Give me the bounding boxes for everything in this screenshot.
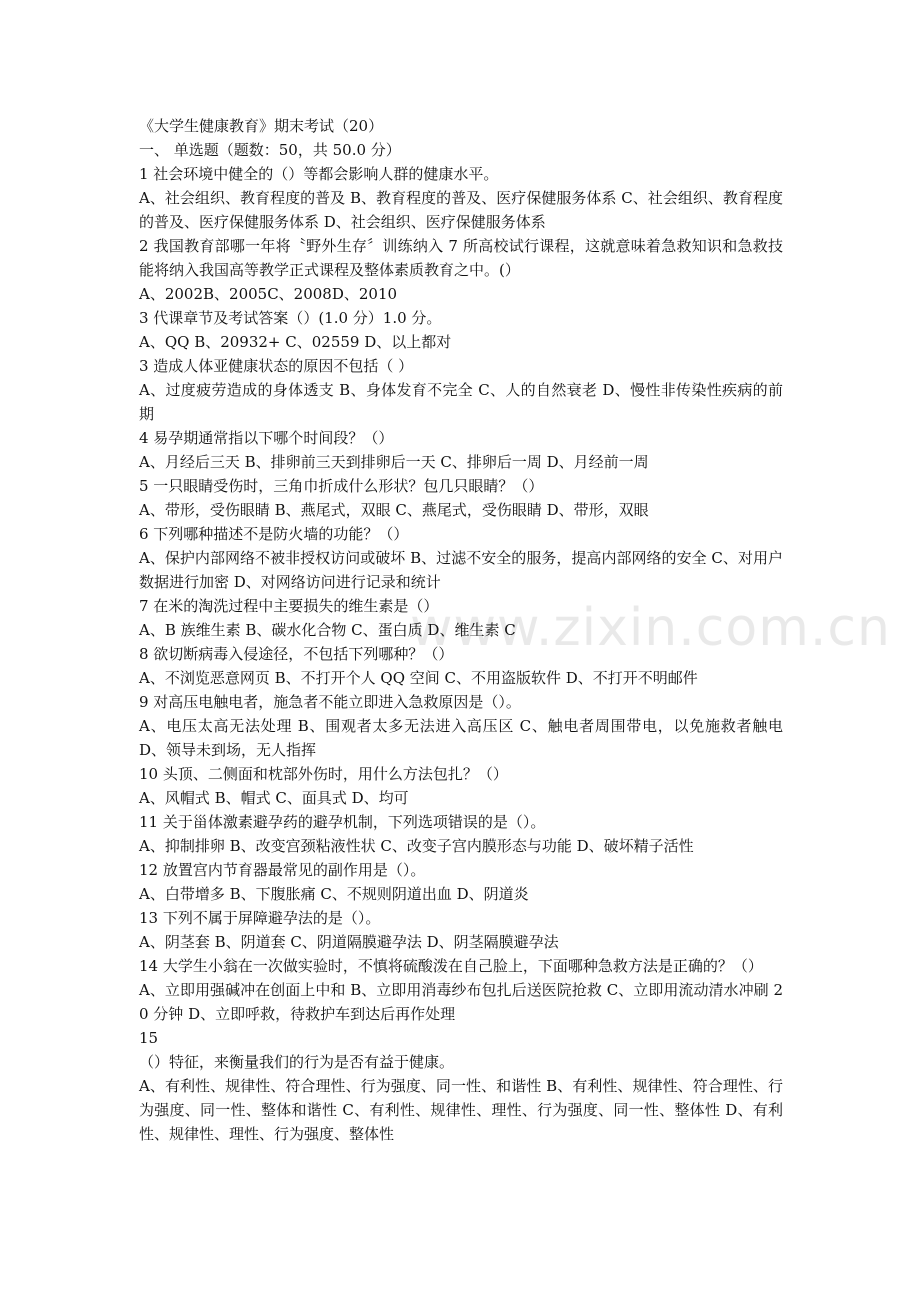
question-text: 1 社会环境中健全的（）等都会影响人群的健康水平。 [139, 165, 499, 183]
question-options: A、电压太高无法处理 B、围观者太多无法进入高压区 C、触电者周围带电，以免施救者触电 D、领导未到场，无人指挥 [139, 717, 783, 759]
question-10 [139, 762, 783, 810]
question-14 [139, 954, 783, 1026]
question-text: 8 欲切断病毒入侵途径，不包括下列哪种？（） [139, 645, 454, 663]
question-2 [139, 234, 783, 306]
question-8 [139, 642, 783, 690]
question-options: A、有利性、规律性、符合理性、行为强度、同一性、和谐性 B、有利性、规律性、符合理性、行为强度、同一性、整体和谐性 C、有利性、规律性、理性、行为强度、同一性、整体性 D、有利性、规律性、理性、行为强度、整体性 [139, 1077, 783, 1143]
question-text: （）特征，来衡量我们的行为是否有益于健康。 [139, 1053, 455, 1071]
document-title: 《大学生健康教育》期末考试（20） [139, 117, 384, 135]
section-heading: 一、 单选题（题数：50，共 50.0 分） [139, 141, 401, 159]
question-text: 3 代课章节及考试答案（）(1.0 分）1.0 分。 [139, 309, 442, 327]
question-options: A、QQ B、20932+ C、02559 D、以上都对 [139, 333, 452, 351]
question-7 [139, 594, 783, 642]
question-text: 6 下列哪种描述不是防火墙的功能？（） [139, 525, 409, 543]
question-text: 5 一只眼睛受伤时，三角巾折成什么形状？包几只眼睛？（） [139, 477, 544, 495]
question-options: A、B 族维生素 B、碳水化合物 C、蛋白质 D、维生素 C [139, 621, 516, 639]
question-15 [139, 1026, 783, 1146]
question-text: 14 大学生小翁在一次做实验时，不慎将硫酸泼在自己脸上，下面哪种急救方法是正确的？（） [139, 957, 763, 975]
question-3a [139, 306, 783, 354]
question-options: A、带形，受伤眼睛 B、燕尾式，双眼 C、燕尾式，受伤眼睛 D、带形，双眼 [139, 501, 649, 519]
question-options: A、保护内部网络不被非授权访问或破坏 B、过滤不安全的服务，提高内部网络的安全 C、对用户数据进行加密 D、对网络访问进行记录和统计 [139, 549, 783, 591]
question-9 [139, 690, 783, 762]
question-text: 3 造成人体亚健康状态的原因不包括（ ） [139, 357, 414, 375]
question-text: 7 在米的淘洗过程中主要损失的维生素是（） [139, 597, 439, 615]
question-12 [139, 858, 783, 906]
document-page [139, 114, 783, 1146]
question-6 [139, 522, 783, 594]
question-11 [139, 810, 783, 858]
question-5 [139, 474, 783, 522]
question-1 [139, 162, 783, 234]
question-options: A、白带增多 B、下腹胀痛 C、不规则阴道出血 D、阴道炎 [139, 885, 529, 903]
question-3b [139, 354, 783, 426]
question-text: 9 对高压电触电者，施急者不能立即进入急救原因是（）。 [139, 693, 521, 711]
question-number: 15 [139, 1029, 159, 1047]
question-text: 12 放置宫内节育器最常见的副作用是（）。 [139, 861, 426, 879]
watermark: www.zixin.com.cn [410, 598, 891, 658]
question-13 [139, 906, 783, 954]
question-4 [139, 426, 783, 474]
question-options: A、风帽式 B、帽式 C、面具式 D、均可 [139, 789, 409, 807]
question-options: A、月经后三天 B、排卵前三天到排卵后一天 C、排卵后一周 D、月经前一周 [139, 453, 649, 471]
question-text: 10 头顶、二侧面和枕部外伤时，用什么方法包扎？（） [139, 765, 508, 783]
question-text: 13 下列不属于屏障避孕法的是（）。 [139, 909, 381, 927]
question-options: A、立即用强碱冲在创面上中和 B、立即用消毒纱布包扎后送医院抢救 C、立即用流动清水冲刷 20 分钟 D、立即呼救，待救护车到达后再作处理 [139, 981, 783, 1023]
question-options: A、抑制排卵 B、改变宫颈粘液性状 C、改变子宫内膜形态与功能 D、破坏精子活性 [139, 837, 694, 855]
question-text: 11 关于甾体激素避孕药的避孕机制，下列选项错误的是（）。 [139, 813, 546, 831]
question-text: 4 易孕期通常指以下哪个时间段？（） [139, 429, 394, 447]
question-options: A、不浏览恶意网页 B、不打开个人 QQ 空间 C、不用盗版软件 D、不打开不明邮件 [139, 669, 698, 687]
question-text: 2 我国教育部哪一年将〝野外生存〞训练纳入 7 所高校试行课程，这就意味着急救知识和急救技能将纳入我国高等教学正式课程及整体素质教育之中。(） [139, 237, 783, 279]
question-options: A、社会组织、教育程度的普及 B、教育程度的普及、医疗保健服务体系 C、社会组织、教育程度的普及、医疗保健服务体系 D、社会组织、医疗保健服务体系 [139, 189, 783, 231]
question-options: A、过度疲劳造成的身体透支 B、身体发育不完全 C、人的自然衰老 D、慢性非传染性疾病的前期 [139, 381, 783, 423]
question-options: A、2002B、2005C、2008D、2010 [139, 285, 398, 303]
question-options: A、阴茎套 B、阴道套 C、阴道隔膜避孕法 D、阴茎隔膜避孕法 [139, 933, 559, 951]
